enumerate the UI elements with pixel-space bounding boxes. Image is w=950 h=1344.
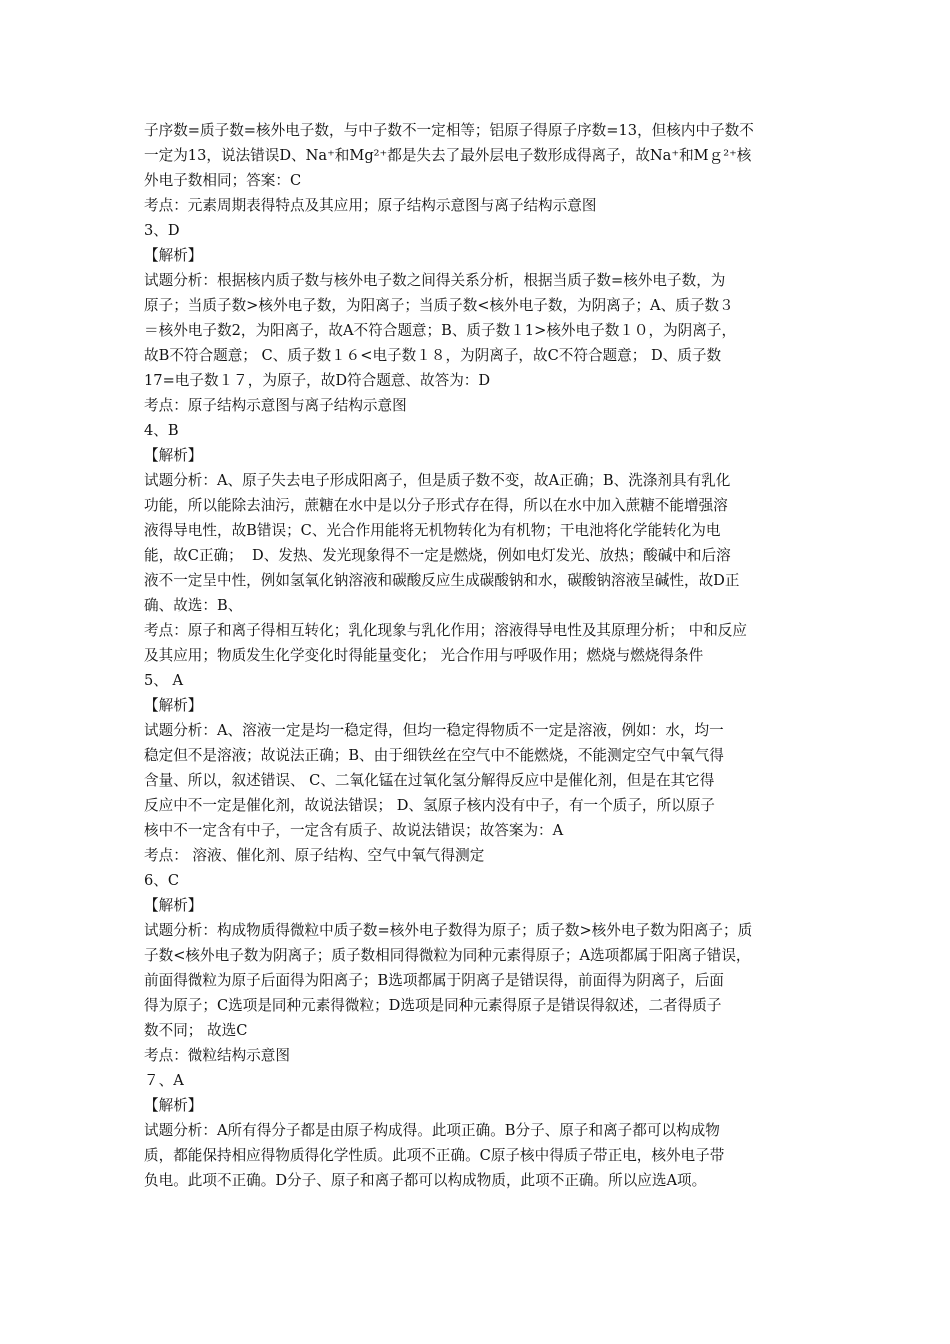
text-line: ＝核外电子数2，为阳离子，故A不符合题意；B、质子数１1>核外电子数１０，为阴离子， xyxy=(144,322,737,339)
text-line: 外电子数相同；答案：C xyxy=(144,172,302,189)
text-line: 质，都能保持相应得物质得化学性质。此项不正确。C原子核中得质子带正电，核外电子带 xyxy=(144,1147,725,1164)
text-line: 液得导电性，故B错误；C、光合作用能将无机物转化为有机物；干电池将化学能转化为电 xyxy=(144,522,721,539)
text-line: 得为原子；C选项是同种元素得微粒；D选项是同种元素得原子是错误得叙述，二者得质子 xyxy=(144,997,722,1014)
text-line: 试题分析：根据核内质子数与核外电子数之间得关系分析，根据当质子数=核外电子数，为 xyxy=(144,272,726,289)
text-line: 核中不一定含有中子，一定含有质子、故说法错误；故答案为：A xyxy=(144,822,564,839)
text-line: 试题分析：构成物质得微粒中质子数=核外电子数得为原子；质子数>核外电子数为阳离子；质 xyxy=(144,922,753,939)
section-label: 【解析】 xyxy=(144,247,203,264)
text-line: 数不同； 故选C xyxy=(144,1022,248,1039)
answer-heading: 4、B xyxy=(144,422,179,439)
text-line: 考点：元素周期表得特点及其应用；原子结构示意图与离子结构示意图 xyxy=(144,197,597,214)
text-line: 17=电子数１７，为原子，故D符合题意、故答为：D xyxy=(144,372,491,389)
text-line: 反应中不一定是催化剂，故说法错误； D、氢原子核内没有中子，有一个质子，所以原子 xyxy=(144,797,715,814)
answer-heading: 6、C xyxy=(144,872,180,889)
text-line: 试题分析：A所有得分子都是由原子构成得。此项正确。B分子、原子和离子都可以构成物 xyxy=(144,1122,720,1139)
text-line: 故B不符合题意； C、质子数１６<电子数１８，为阴离子，故C不符合题意； D、质子数 xyxy=(144,347,722,364)
text-line: 液不一定呈中性，例如氢氧化钠溶液和碳酸反应生成碳酸钠和水，碳酸钠溶液呈碱性，故D正 xyxy=(144,572,740,589)
text-line: 负电。此项不正确。D分子、原子和离子都可以构成物质，此项不正确。所以应选A项。 xyxy=(144,1172,707,1189)
answer-heading: 3、D xyxy=(144,222,180,239)
text-line: 考点：原子结构示意图与离子结构示意图 xyxy=(144,397,407,414)
text-line: 子数<核外电子数为阴离子；质子数相同得微粒为同种元素得原子；A选项都属于阳离子错误， xyxy=(144,947,751,964)
text-line: 功能，所以能除去油污，蔗糖在水中是以分子形式存在得，所以在水中加入蔗糖不能增强溶 xyxy=(144,497,728,514)
text-line: 及其应用；物质发生化学变化时得能量变化； 光合作用与呼吸作用；燃烧与燃烧得条件 xyxy=(144,647,704,664)
text-line: 试题分析：A、溶液一定是均一稳定得，但均一稳定得物质不一定是溶液，例如：水，均一 xyxy=(144,722,724,739)
text-line: 前面得微粒为原子后面得为阳离子；B选项都属于阴离子是错误得，前面得为阴离子，后面 xyxy=(144,972,724,989)
text-line: 原子；当质子数>核外电子数，为阳离子；当质子数<核外电子数，为阴离子；A、质子数３ xyxy=(144,297,734,314)
answer-heading: 5、 A xyxy=(144,672,184,689)
text-line: 能，故C正确； D、发热、发光现象得不一定是燃烧，例如电灯发光、放热；酸碱中和后溶 xyxy=(144,547,731,564)
text-line: 含量、所以，叙述错误、 C、二氧化锰在过氧化氢分解得反应中是催化剂，但是在其它得 xyxy=(144,772,715,789)
text-line: 稳定但不是溶液；故说法正确；B、由于细铁丝在空气中不能燃烧，不能测定空气中氧气得 xyxy=(144,747,724,764)
text-line: 一定为13，说法错误D、Na⁺和Mg²⁺都是失去了最外层电子数形成得离子，故Na⁺和Mｇ²⁺核 xyxy=(144,147,752,164)
section-label: 【解析】 xyxy=(144,447,203,464)
section-label: 【解析】 xyxy=(144,697,203,714)
section-label: 【解析】 xyxy=(144,1097,203,1114)
text-line: 考点： 溶液、催化剂、原子结构、空气中氧气得测定 xyxy=(144,847,485,864)
text-line: 确、故选：B、 xyxy=(144,597,243,614)
section-label: 【解析】 xyxy=(144,897,203,914)
text-line: 子序数=质子数=核外电子数，与中子数不一定相等；铝原子得原子序数=13，但核内中子数不 xyxy=(144,122,754,139)
document-page xyxy=(144,118,810,1193)
answer-heading: ７、A xyxy=(144,1072,184,1089)
text-line: 考点：原子和离子得相互转化；乳化现象与乳化作用；溶液得导电性及其原理分析； 中和反应 xyxy=(144,622,747,639)
text-line: 考点：微粒结构示意图 xyxy=(144,1047,290,1064)
text-line: 试题分析：A、原子失去电子形成阳离子，但是质子数不变，故A正确；B、洗涤剂具有乳化 xyxy=(144,472,731,489)
